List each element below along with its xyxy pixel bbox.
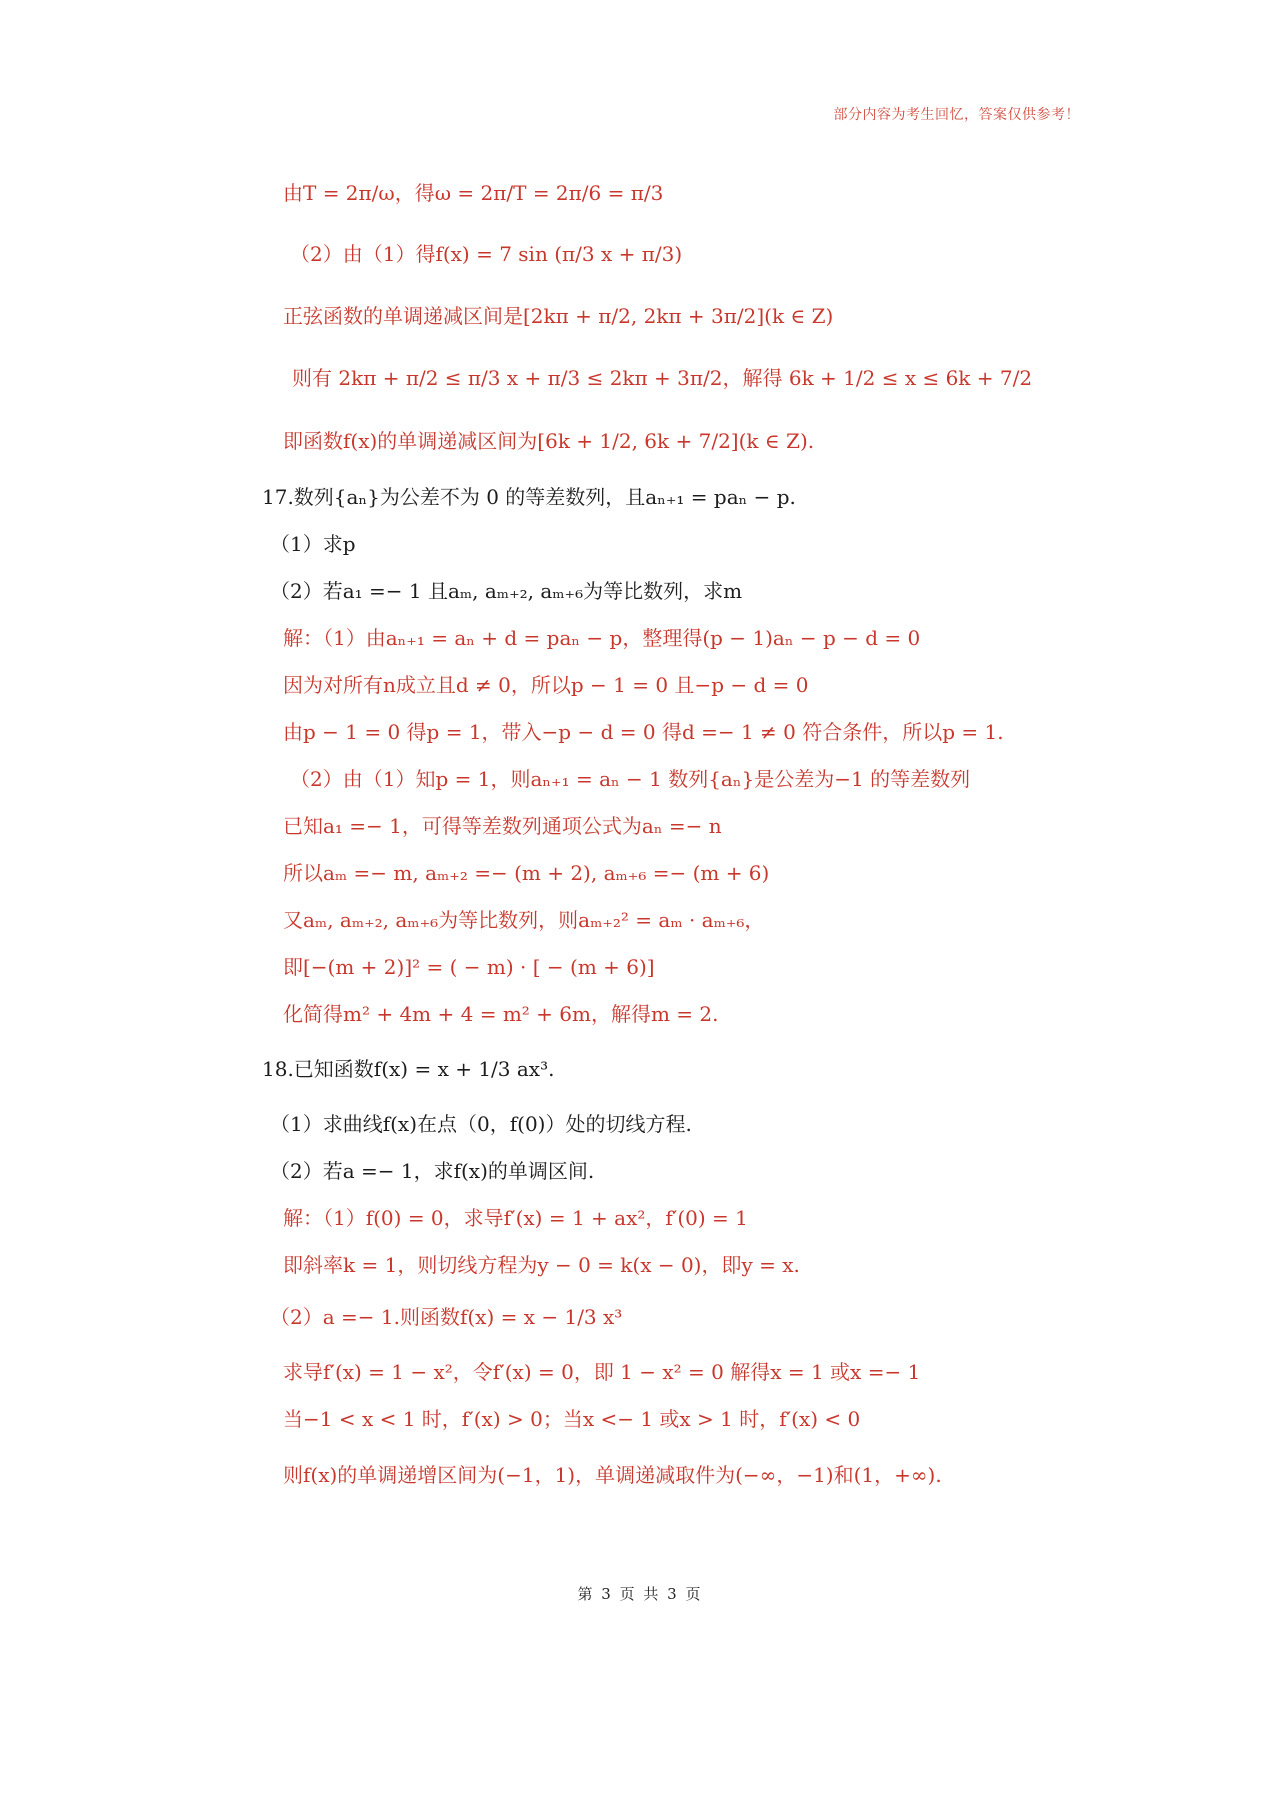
solution-line: 即函数f(x)的单调递减区间为[6k + 1/2, 6k + 7/2](k ∈ Z). <box>283 429 815 453</box>
solution-line: 由T = 2π/ω，得ω = 2π/T = 2π/6 = π/3 <box>283 181 664 205</box>
solution-line: （2）由（1）知p = 1，则aₙ₊₁ = aₙ − 1 数列{aₙ}是公差为−1 的等差数列 <box>290 767 971 791</box>
solution-line: 已知a₁ =− 1，可得等差数列通项公式为aₙ =− n <box>283 814 722 838</box>
problem-17-statement: 17.数列{aₙ}为公差不为 0 的等差数列，且aₙ₊₁ = paₙ − p. <box>262 485 796 509</box>
problem-18-part-1: （1）求曲线f(x)在点（0，f(0)）处的切线方程. <box>270 1112 692 1136</box>
solution-line: 解：（1）由aₙ₊₁ = aₙ + d = paₙ − p，整理得(p − 1)aₙ − p − d = 0 <box>283 626 921 650</box>
problem-18-part-2: （2）若a =− 1，求f(x)的单调区间. <box>270 1159 595 1183</box>
solution-line: （2）a =− 1.则函数f(x) = x − 1/3 x³ <box>270 1305 623 1329</box>
problem-18-statement: 18.已知函数f(x) = x + 1/3 ax³. <box>262 1057 555 1081</box>
solution-line: 即[−(m + 2)]² = ( − m) · [ − (m + 6)] <box>283 955 655 979</box>
solution-line: 所以aₘ =− m, aₘ₊₂ =− (m + 2), aₘ₊₆ =− (m + 6) <box>283 861 770 885</box>
page-number: 第 3 页 共 3 页 <box>577 1585 703 1603</box>
problem-17-part-1: （1）求p <box>270 532 356 556</box>
solution-line: 当−1 < x < 1 时，f′(x) > 0；当x <− 1 或x > 1 时，f′(x) < 0 <box>283 1407 861 1431</box>
solution-line: 又aₘ, aₘ₊₂, aₘ₊₆为等比数列，则aₘ₊₂² = aₘ · aₘ₊₆， <box>283 908 765 932</box>
solution-line: （2）由（1）得f(x) = 7 sin (π/3 x + π/3) <box>290 242 683 266</box>
solution-line: 化简得m² + 4m + 4 = m² + 6m，解得m = 2. <box>283 1002 719 1026</box>
solution-line: 求导f′(x) = 1 − x²，令f′(x) = 0，即 1 − x² = 0 解得x = 1 或x =− 1 <box>283 1360 921 1384</box>
solution-line: 则有 2kπ + π/2 ≤ π/3 x + π/3 ≤ 2kπ + 3π/2，解得 6k + 1/2 ≤ x ≤ 6k + 7/2 <box>292 366 1033 390</box>
solution-line: 解：（1）f(0) = 0，求导f′(x) = 1 + ax²，f′(0) = 1 <box>283 1206 748 1230</box>
solution-line: 即斜率k = 1，则切线方程为y − 0 = k(x − 0)，即y = x. <box>283 1253 800 1277</box>
solution-line: 正弦函数的单调递减区间是[2kπ + π/2, 2kπ + 3π/2](k ∈ Z) <box>283 304 834 328</box>
solution-line: 则f(x)的单调递增区间为(−1，1)，单调递减取件为(−∞，−1)和(1，+∞). <box>283 1463 942 1487</box>
solution-line: 因为对所有n成立且d ≠ 0，所以p − 1 = 0 且−p − d = 0 <box>283 673 809 697</box>
solution-line: 由p − 1 = 0 得p = 1，带入−p − d = 0 得d =− 1 ≠ 0 符合条件，所以p = 1. <box>283 720 1004 744</box>
problem-17-part-2: （2）若a₁ =− 1 且aₘ, aₘ₊₂, aₘ₊₆为等比数列，求m <box>270 579 743 603</box>
disclaimer-note: 部分内容为考生回忆，答案仅供参考！ <box>833 107 1080 123</box>
